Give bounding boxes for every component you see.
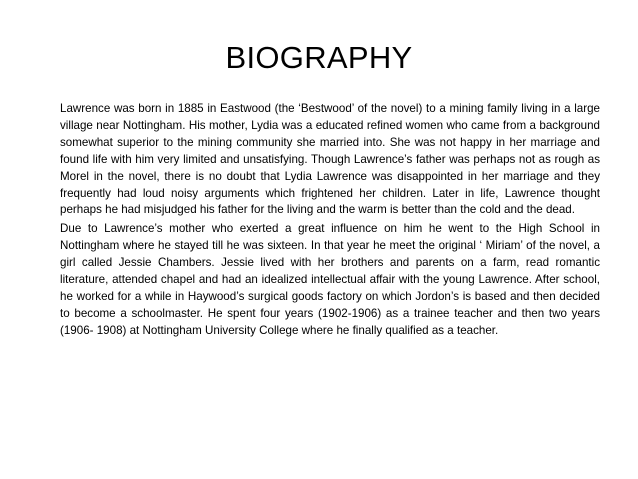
slide-title: BIOGRAPHY <box>225 40 413 75</box>
slide-body <box>60 101 600 342</box>
paragraph-education: Due to Lawrence’s mother who exerted a great influence on him he went to the High School in Nottingham where he stayed till he was sixteen. In that year he meet the original ‘ Miriam’ of the novel, a girl called Jessie Chambers. Jessie lived with her brothers and parents on a farm, read romantic literature, attended chapel and had an idealized intellectual affair with the young Lawrence. After school, he worked for a while in Haywood’s surgical goods factory on which Jordon’s is based and then decided to become a schoolmaster. He spent four years (1902-1906) as a trainee teacher and then two years (1906- 1908) at Nottingham University College where he finally qualified as a teacher. <box>60 222 600 337</box>
paragraph-early-life: Lawrence was born in 1885 in Eastwood (the ‘Bestwood’ of the novel) to a mining family living in a large village near Nottingham. His mother, Lydia was a educated refined women who came from a background somewhat superior to the mining community she married into. She was not happy in her marriage and found life with him very limited and unsatisfying. Though Lawrence’s father was perhaps not as rough as Morel in the novel, there is no doubt that Lydia Lawrence was disappointed in her marriage and they frequently had loud noisy arguments which frightened her children. Later in life, Lawrence thought perhaps he had misjudged his father for the living and the warm is better than the cold and the dead. <box>60 102 600 217</box>
